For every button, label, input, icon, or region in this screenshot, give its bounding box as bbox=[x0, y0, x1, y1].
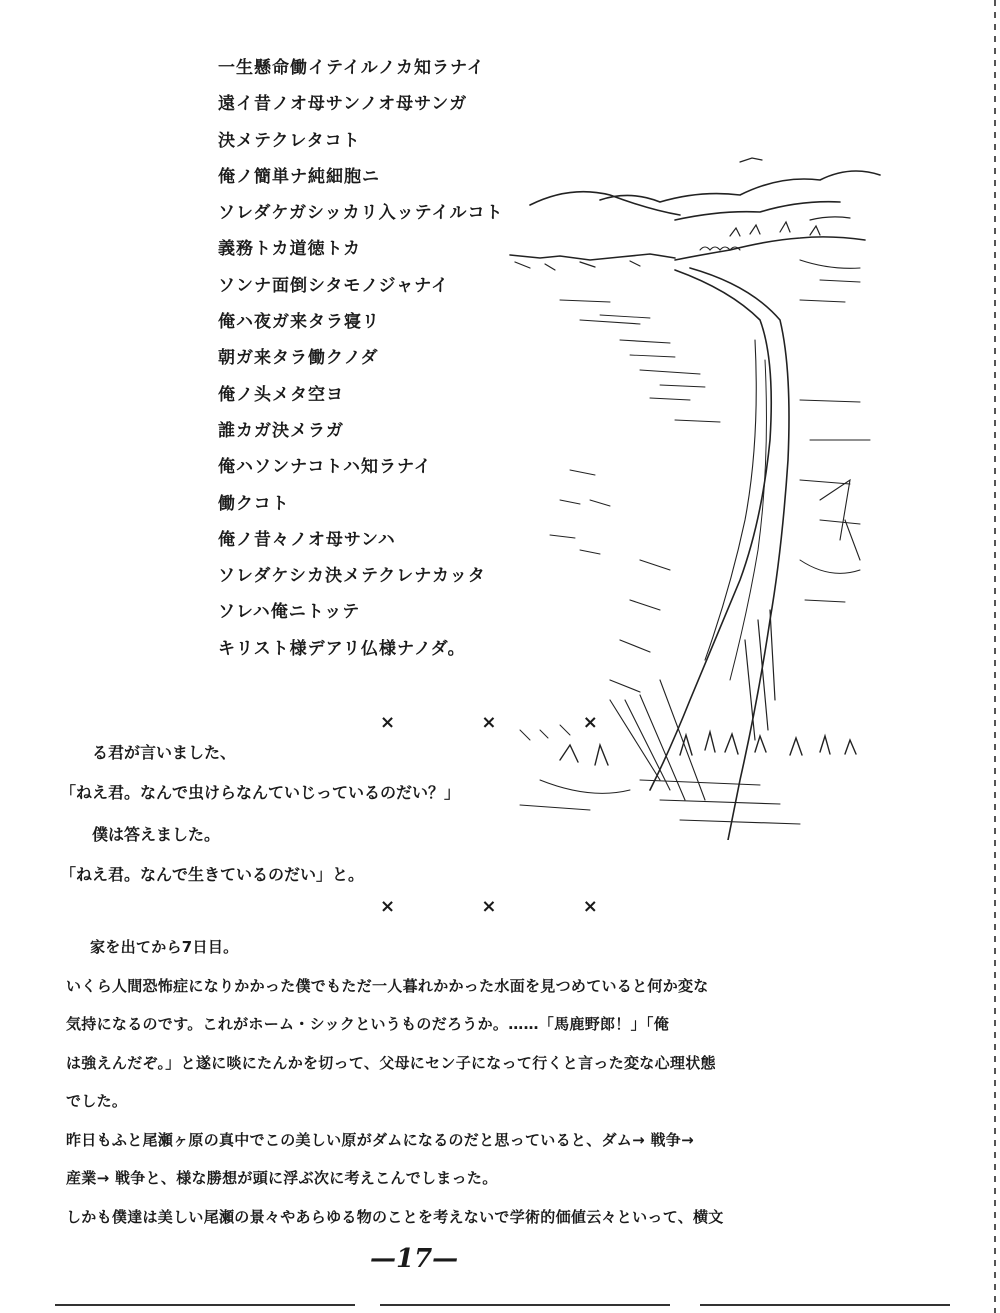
body-line: は強えんだぞ。」と遂に啖にたんかを切って、父母にセン子になって行くと言った変な心理状態 bbox=[66, 1053, 716, 1072]
prose-line: 僕は答えました。 bbox=[92, 825, 221, 844]
body-line: しかも僕達は美しい尾瀬の景々やあらゆる物のことを考えないで学術的価値云々といって、横文 bbox=[66, 1207, 724, 1226]
poem-line: 俺ノ簡単ナ純細胞ニ bbox=[218, 166, 380, 187]
poem-line: キリスト様デアリ仏様ナノダ。 bbox=[218, 638, 466, 659]
poem-line: 決メテクレタコト bbox=[218, 130, 361, 151]
bottom-rule bbox=[380, 1304, 670, 1306]
landscape-sketch-illustration bbox=[500, 140, 890, 840]
body-line: でした。 bbox=[66, 1092, 128, 1110]
body-line: 産業→ 戦争と、様な勝想が頭に浮ぶ次に考えこんでしまった。 bbox=[66, 1169, 498, 1187]
body-line: 昨日もふと尾瀬ヶ原の真中でこの美しい原がダムになるのだと思っていると、ダム→ 戦争→ bbox=[66, 1130, 694, 1149]
poem-line: 俺ノ头メタ空ヨ bbox=[218, 384, 344, 405]
body-line: 家を出てから7日目。 bbox=[90, 938, 239, 956]
body-text bbox=[66, 928, 896, 1236]
section-separator: × × × bbox=[380, 896, 638, 917]
poem bbox=[218, 50, 548, 667]
poem-line: ソレダケシカ決メテクレナカッタ bbox=[218, 566, 486, 587]
poem-line: 朝ガ来タラ働クノダ bbox=[218, 348, 379, 369]
poem-line: ソンナ面倒シタモノジャナイ bbox=[218, 275, 449, 296]
body-line: 気持になるのです。これがホーム・シックというものだろうか。……「馬鹿野郎！」「俺 bbox=[66, 1015, 670, 1033]
section-separator: × × × bbox=[380, 712, 638, 733]
bottom-rule bbox=[55, 1304, 355, 1306]
poem-line: 誰カガ決メラガ bbox=[218, 420, 344, 441]
poem-line: 義務トカ道徳トカ bbox=[218, 239, 361, 260]
body-line: いくら人間恐怖症になりかかった僕でもただ一人暮れかかった水面を見つめていると何か変な bbox=[66, 976, 709, 995]
poem-line: 働クコト bbox=[218, 493, 290, 514]
poem-line: 一生懸命働イテイルノカ知ラナイ bbox=[218, 58, 485, 78]
poem-line: ソレハ俺ニトッテ bbox=[218, 602, 361, 623]
binding-edge bbox=[994, 0, 996, 1313]
poem-line: 俺ハソンナコトハ知ラナイ bbox=[218, 457, 432, 478]
poem-line: 俺ノ昔々ノオ母サンハ bbox=[218, 529, 396, 550]
prose-line: る君が言いました、 bbox=[92, 743, 237, 762]
page-number: —17— bbox=[370, 1244, 459, 1274]
bottom-rule bbox=[700, 1304, 950, 1306]
poem-line: 俺ハ夜ガ来タラ寝リ bbox=[218, 312, 380, 333]
poem-line: ソレダケガシッカリ入ッテイルコト bbox=[218, 203, 504, 224]
poem-line: 遠イ昔ノオ母サンノオ母サンガ bbox=[218, 94, 468, 115]
prose-line: 「ねえ君。なんで虫けらなんていじっているのだい？」 bbox=[60, 783, 461, 802]
prose-line: 「ねえ君。なんで生きているのだい」と。 bbox=[60, 865, 365, 884]
